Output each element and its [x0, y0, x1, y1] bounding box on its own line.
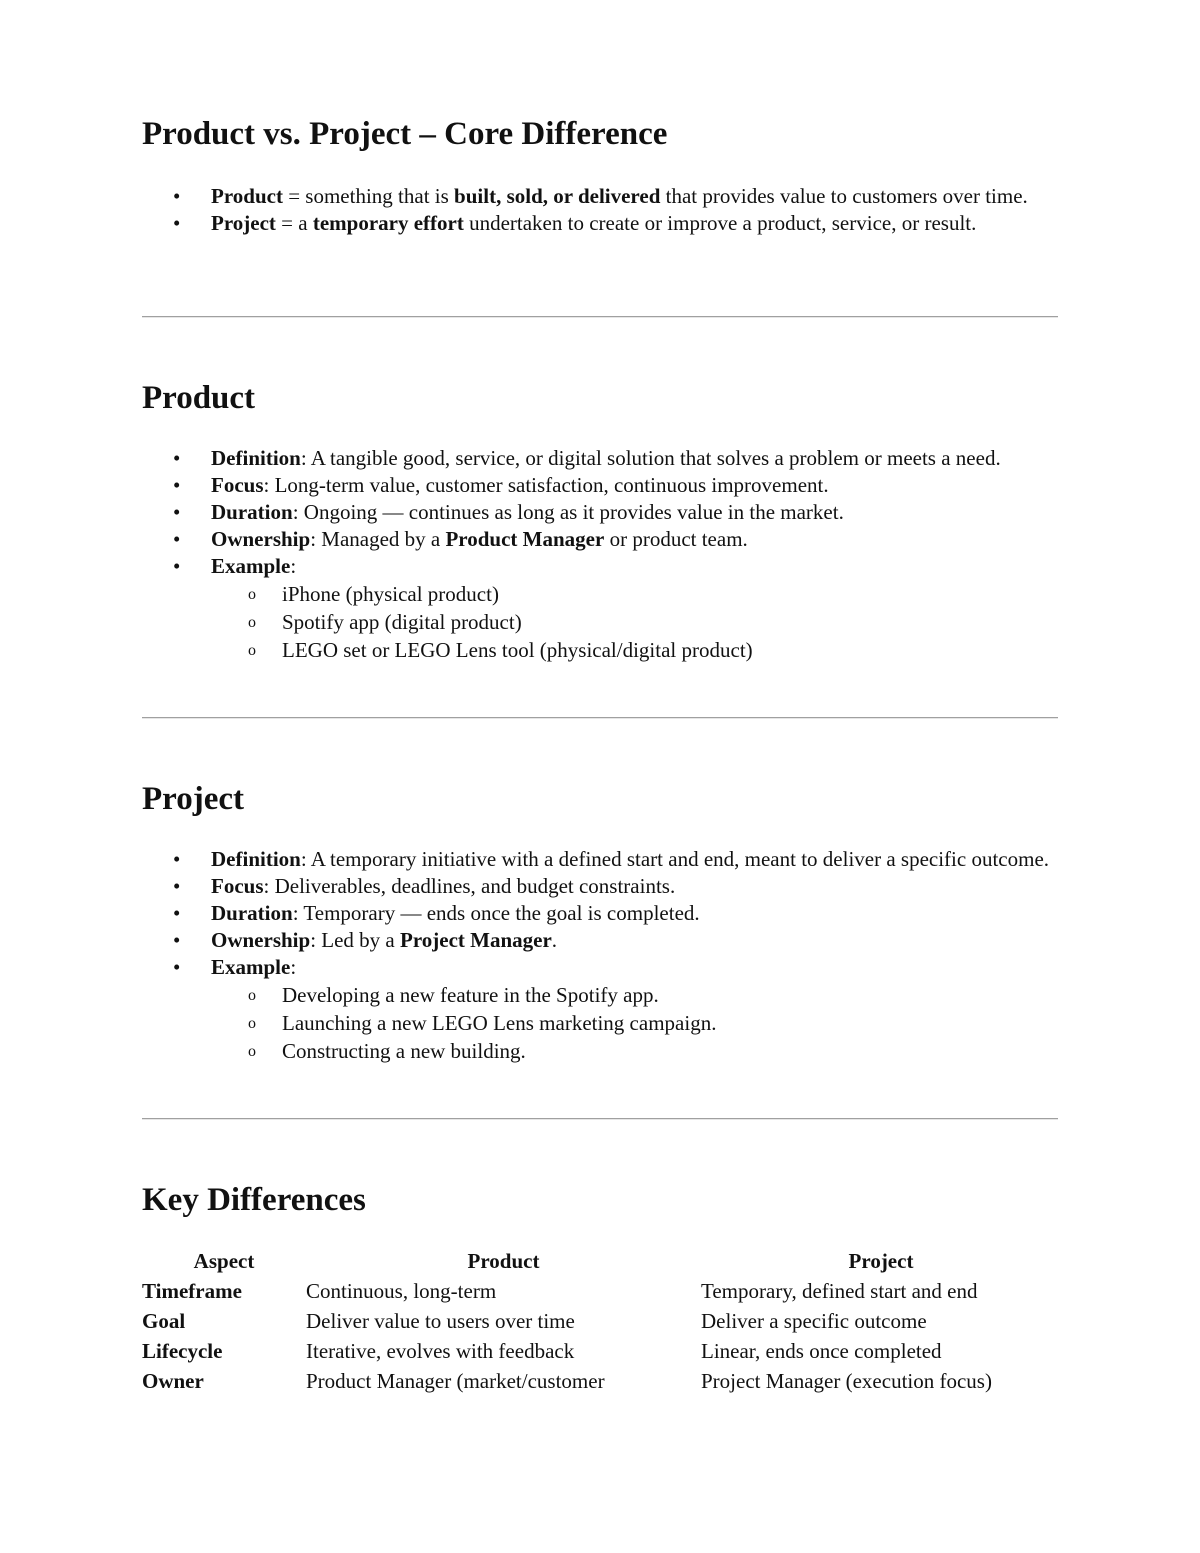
list-item	[142, 553, 1052, 664]
table-cell-product: Iterative, evolves with feedback	[306, 1338, 575, 1363]
label: Definition	[211, 847, 301, 871]
section-divider	[142, 1118, 1058, 1120]
label: Example	[211, 554, 291, 578]
list-item	[142, 210, 1052, 237]
table-row	[142, 1336, 1061, 1366]
bold-text: Project Manager	[400, 928, 552, 952]
text: undertaken to create or improve a product, service, or result.	[463, 211, 977, 235]
text: or product team.	[604, 527, 748, 551]
table-cell-product: Deliver value to users over time	[306, 1308, 575, 1333]
label: Focus	[211, 874, 264, 898]
text: = a	[275, 211, 313, 235]
table-cell-project: Temporary, defined start and end	[701, 1278, 978, 1303]
list-item	[142, 445, 1052, 472]
product-examples-list	[211, 580, 1052, 664]
term-project: Project	[211, 211, 276, 235]
text: : Led by a	[310, 928, 400, 952]
label: Duration	[211, 500, 293, 524]
table-cell-product: Continuous, long-term	[306, 1278, 497, 1303]
table-cell-aspect: Timeframe	[142, 1278, 242, 1303]
table-cell-project: Deliver a specific outcome	[701, 1308, 927, 1333]
project-heading: Project	[142, 781, 244, 817]
table-cell-aspect: Owner	[142, 1368, 204, 1393]
table-row	[142, 1276, 1061, 1306]
text: : A temporary initiative with a defined start and end, meant to deliver a specific outcome.	[300, 847, 1050, 871]
label: Focus	[211, 473, 264, 497]
label: Example	[211, 955, 291, 979]
table-header-row	[142, 1246, 1061, 1276]
product-heading: Product	[142, 380, 256, 416]
text: : Deliverables, deadlines, and budget constraints.	[263, 874, 676, 898]
text: :	[290, 554, 297, 578]
column-header-project: Project	[848, 1248, 914, 1273]
sub-list-item: o Constructing a new building.	[211, 1037, 1052, 1065]
sub-list-item: o LEGO set or LEGO Lens tool (physical/digital product)	[211, 636, 1052, 664]
table-cell-aspect: Lifecycle	[142, 1338, 223, 1363]
column-header-aspect: Aspect	[193, 1248, 255, 1273]
table-cell-aspect: Goal	[142, 1308, 186, 1333]
bold-text: temporary effort	[312, 211, 464, 235]
table-cell-product: Product Manager (market/customer	[306, 1368, 605, 1393]
core-difference-list	[142, 183, 1052, 237]
bold-text: Product Manager	[445, 527, 605, 551]
product-list	[142, 445, 1052, 664]
list-item	[142, 499, 1052, 526]
list-item	[142, 873, 1052, 900]
text: : A tangible good, service, or digital solution that solves a problem or meets a need.	[300, 446, 1001, 470]
core-difference-heading: Product vs. Project – Core Difference	[142, 116, 668, 152]
sub-list-item: o Developing a new feature in the Spotify app.	[211, 981, 1052, 1009]
text: that provides value to customers over time.	[660, 184, 1028, 208]
table-cell-project: Project Manager (execution focus)	[701, 1368, 992, 1393]
text: : Long-term value, customer satisfaction, continuous improvement.	[263, 473, 829, 497]
label: Definition	[211, 446, 301, 470]
table-row	[142, 1306, 1061, 1336]
column-header-product: Product	[467, 1248, 540, 1273]
section-divider	[142, 717, 1058, 719]
key-differences-heading: Key Differences	[142, 1182, 366, 1218]
label: Ownership	[211, 527, 311, 551]
label: Ownership	[211, 928, 311, 952]
bold-text: built, sold, or delivered	[454, 184, 661, 208]
list-item	[142, 472, 1052, 499]
sub-list-item: o Launching a new LEGO Lens marketing campaign.	[211, 1009, 1052, 1037]
list-item	[142, 183, 1052, 210]
text: = something that is	[282, 184, 455, 208]
term-product: Product	[211, 184, 283, 208]
text: :	[290, 955, 297, 979]
text: : Temporary — ends once the goal is completed.	[292, 901, 700, 925]
sub-list-item: o iPhone (physical product)	[211, 580, 1052, 608]
list-item	[142, 954, 1052, 1065]
table-row	[142, 1366, 1061, 1396]
list-item	[142, 526, 1052, 553]
table-cell-project: Linear, ends once completed	[701, 1338, 942, 1363]
text: : Managed by a	[310, 527, 446, 551]
text: .	[551, 928, 558, 952]
project-examples-list	[211, 981, 1052, 1065]
label: Duration	[211, 901, 293, 925]
text: : Ongoing — continues as long as it provides value in the market.	[292, 500, 844, 524]
project-list	[142, 846, 1052, 1065]
list-item	[142, 846, 1052, 873]
key-differences-table	[142, 1246, 1061, 1396]
sub-list-item: o Spotify app (digital product)	[211, 608, 1052, 636]
list-item	[142, 927, 1052, 954]
list-item	[142, 900, 1052, 927]
section-divider	[142, 316, 1058, 318]
